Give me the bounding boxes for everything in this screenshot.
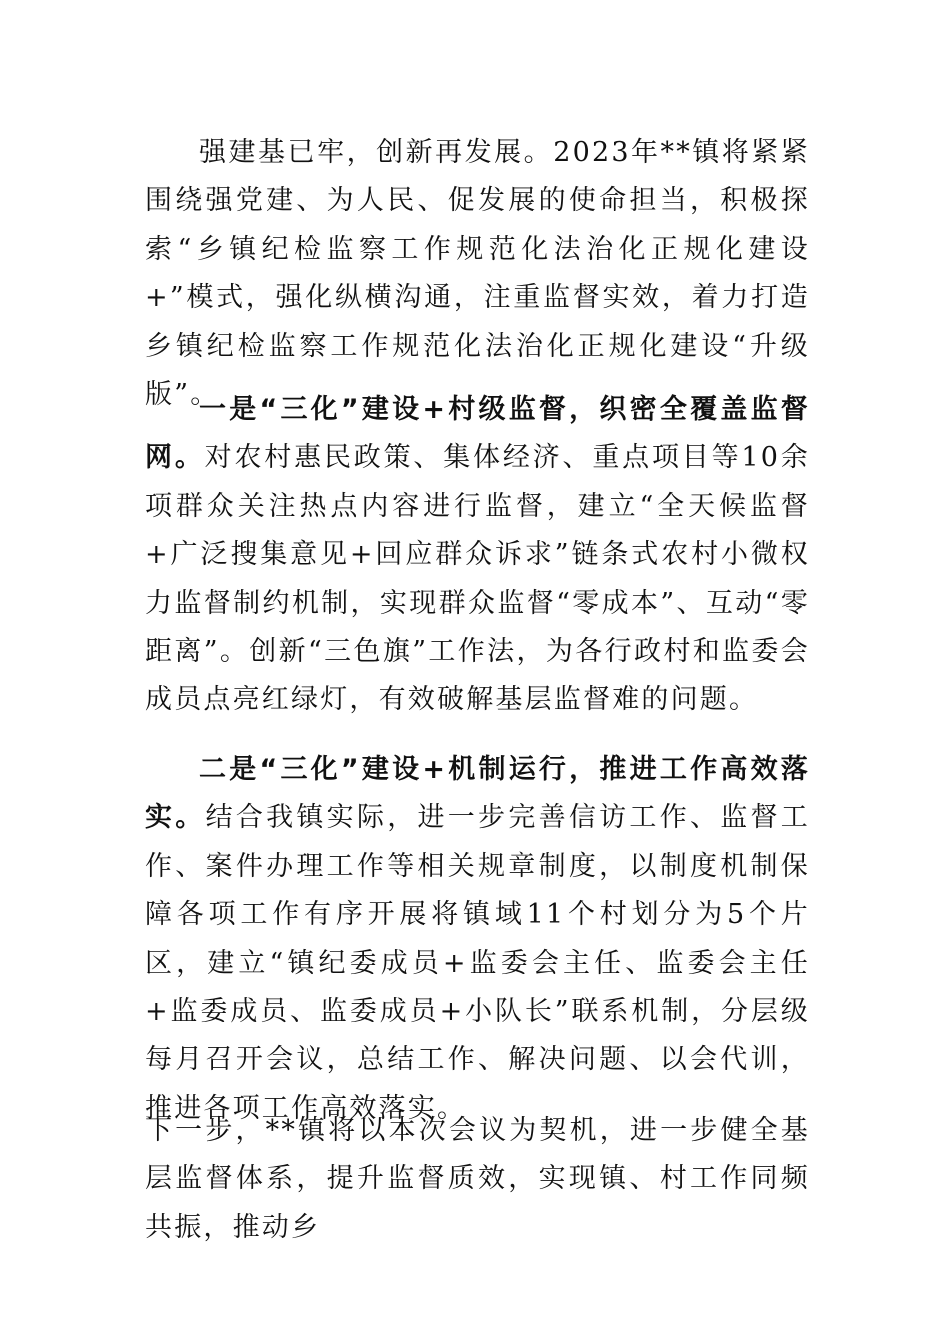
- paragraph-village-supervision: [145, 386, 810, 725]
- paragraph-mechanism-operation-heading: 二是“三化”建设+机制运行，推进工作高效落实。: [145, 754, 810, 834]
- paragraph-intro: [145, 129, 810, 419]
- paragraph-next-step-text: 下一步，**镇将以本次会议为契机，进一步健全基层监督体系，提升监督质效，实现镇、村工作同频共振，推动乡: [145, 1115, 810, 1243]
- paragraph-village-supervision-heading: 一是“三化”建设+村级监督，织密全覆盖监督网。: [145, 394, 810, 474]
- paragraph-intro-text: 强建基已牢，创新再发展。2023年**镇将紧紧围绕强党建、为人民、促发展的使命担当，积极探索“乡镇纪检监察工作规范化法治化正规化建设+”模式，强化纵横沟通，注重监督实效，着力打造乡镇纪检监察工作规范化法治化正规化建设“升级版”。: [145, 137, 810, 411]
- paragraph-mechanism-operation-text: 结合我镇实际，进一步完善信访工作、监督工作、案件办理工作等相关规章制度，以制度机制保障各项工作有序开展将镇域11个村划分为5个片区，建立“镇纪委成员+监委会主任、监委会主任+监委成员、监委成员+小队长”联系机制，分层级每月召开会议，总结工作、解决问题、以会代训，推进各项工作高效落实。: [145, 802, 811, 1124]
- paragraph-mechanism-operation: [145, 746, 810, 1133]
- paragraph-next-step: [145, 1107, 810, 1252]
- paragraph-village-supervision-text: 对农村惠民政策、集体经济、重点项目等10余项群众关注热点内容进行监督，建立“全天候监督+广泛搜集意见+回应群众诉求”链条式农村小微权力监督制约机制，实现群众监督“零成本”、互动“零距离”。创新“三色旗”工作法，为各行政村和监委会成员点亮红绿灯，有效破解基层监督难的问题。: [145, 442, 811, 716]
